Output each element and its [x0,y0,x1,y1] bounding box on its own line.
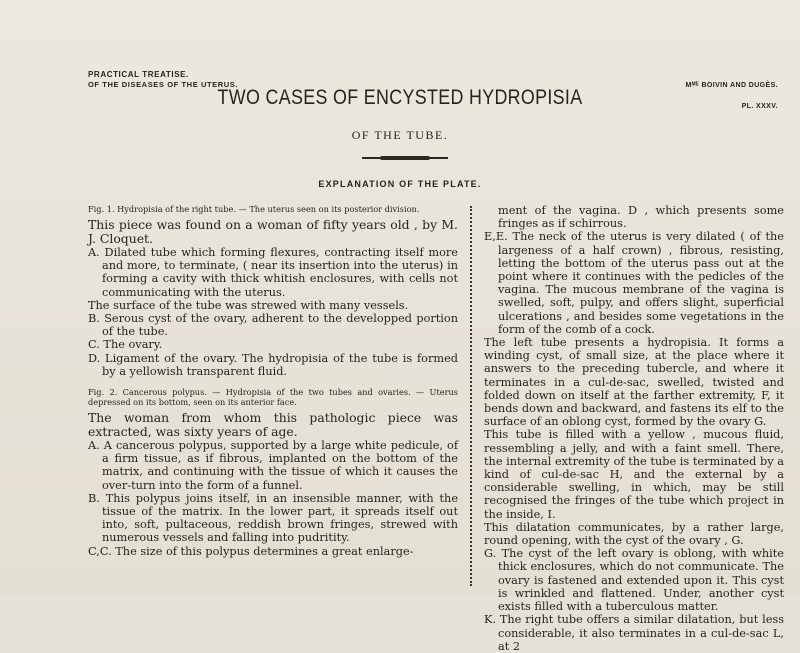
ornamental-rule [362,157,448,159]
continuation-text: ment of the vagina. D , which presents some fringes as if schirrous. [498,204,784,231]
item-ee: E,E. The neck of the uterus is very dilated ( of the largeness of a half crown) , fibrous, resisting, letting the bottom of the uterus pass out at the point where it continues with the pedicles of the vagina. The mucous membrane of the vagina is swelled, soft, pulpy, and offers slight, superficial ulcerations , and besides some vegetations in the form of the comb of a cock. [484,230,784,336]
tube-filled-paragraph: This tube is filled with a yellow , mucous fluid, ressembling a jelly, and with a faint smell. There, the internal extremity of the tube is terminated by a kind of cul-de-sac H, and the external by a considerable swelling, in which, may be still recognised the fringes of the tube which project in the inside, I. [484,428,784,521]
section-heading: EXPLANATION OF THE PLATE. [318,179,482,189]
page-subtitle: OF THE TUBE. [351,128,449,142]
left-column [88,204,458,558]
authors: Mᴹᴱ BOIVIN AND DUGÈS. [685,82,778,89]
fig2-caption: Fig. 2. Cancerous polypus. — Hydropisia of the two tubes and ovaries. — Uterus depressed on its bottom, seen on its anterior face. [88,387,458,408]
fig1-item-a: A. Dilated tube which forming flexures, contracting itself more and more, to terminate, ( near its insertion into the uterus) in forming a cavity with thick whitish enclosures, with cells not communicating with the uterus. [88,246,458,299]
book-subtitle: OF THE DISEASES OF THE UTERUS. [88,80,239,89]
book-title: PRACTICAL TREATISE. [88,70,189,79]
plate-number: PL. XXXV. [741,103,778,110]
column-divider [470,206,472,586]
fig2-item-a: A. A cancerous polypus, supported by a large white pedicule, of a firm tissue, as if fibrous, implanted on the bottom of the matrix, and continuing with the tissue of which it causes the over-turn into the form of a funnel. [88,439,458,492]
fig1-intro: This piece was found on a woman of fifty years old , by M. J. Cloquet. [88,217,458,246]
fig1-caption: Fig. 1. Hydropisia of the right tube. — The uterus seen on its posterior division. [88,204,420,214]
fig1-surface-note: The surface of the tube was strewed with many vessels. [88,298,409,312]
item-g: G. The cyst of the left ovary is oblong, with white thick enclosures, which do not communicate. The ovary is fastened and extended upon it. This cyst is wrinkled and flattened. Under, another cyst exists filled with a tuberculous matter. [484,547,784,614]
fig1-item-d: D. Ligament of the ovary. The hydropisia of the tube is formed by a yellowish transparent fluid. [88,351,458,378]
fig1-item-c: C. The ovary. [88,338,163,352]
fig1-item-b: B. Serous cyst of the ovary, adherent to the developped portion of the tube. [88,312,458,339]
fig2-item-b: B. This polypus joins itself, in an insensible manner, with the tissue of the matrix. In the lower part, it spreads itself out into, soft, pultaceous, reddish brown fringes, strewed with numerous vessels and falling into pudritity. [88,491,458,545]
dilatation-paragraph: This dilatation communicates, by a rather large, round opening, with the cyst of the ovary , G. [484,520,784,548]
fig2-item-cc: C,C. The size of this polypus determines a great enlarge- [88,544,414,558]
left-tube-paragraph: The left tube presents a hydropisia. It forms a winding cyst, of small size, at the place where it answers to the preceding tubercle, and where it terminates in a cul-de-sac, swelled, twisted and folded down on itself at the farther extremity, F, it bends down and backward, and fastens its elf to the surface of an oblong cyst, formed by the ovary G. [484,336,784,429]
fig2-intro: The woman from whom this pathologic piece was extracted, was sixty years of age. [88,410,458,440]
item-k: K. The right tube offers a similar dilatation, but less considerable, it also terminates in a cul-de-sac L, at 2 [484,613,784,653]
right-column [484,204,784,653]
page-title: TWO CASES OF ENCYSTED HYDROPISIA [217,86,583,109]
